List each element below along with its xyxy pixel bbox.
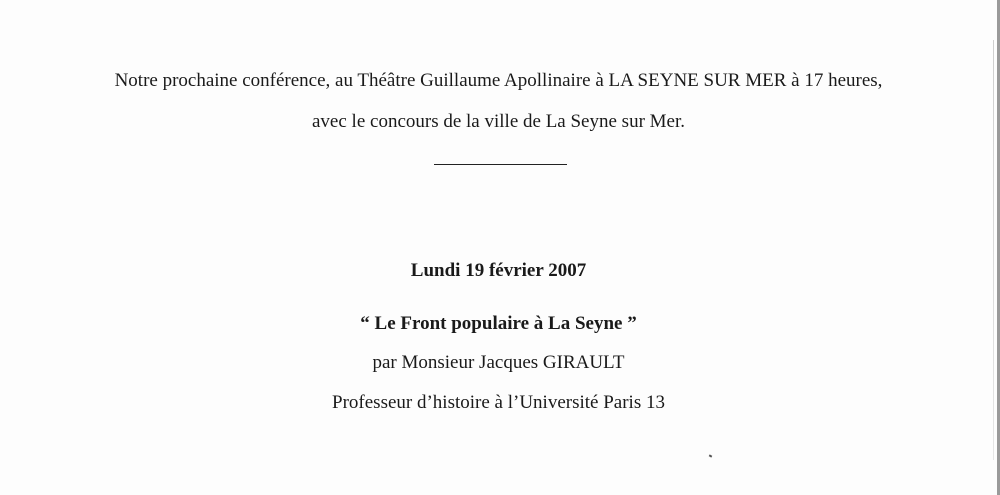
event-title: “ Le Front populaire à La Seyne ” (360, 313, 637, 334)
event-date: Lundi 19 février 2007 (410, 260, 587, 281)
divider-rule (434, 164, 567, 165)
announcement-line-1: Notre prochaine conférence, au Théâtre Guillaume Apollinaire à LA SEYNE SUR MER à 17 heures, (114, 70, 883, 91)
speaker-role: Professeur d’histoire à l’Université Paris 13 (332, 392, 665, 413)
scan-edge-shadow (993, 40, 994, 460)
event-speaker: par Monsieur Jacques GIRAULT (372, 352, 625, 373)
scan-speck (709, 454, 713, 457)
announcement-line-2: avec le concours de la ville de La Seyne sur Mer. (312, 111, 685, 132)
